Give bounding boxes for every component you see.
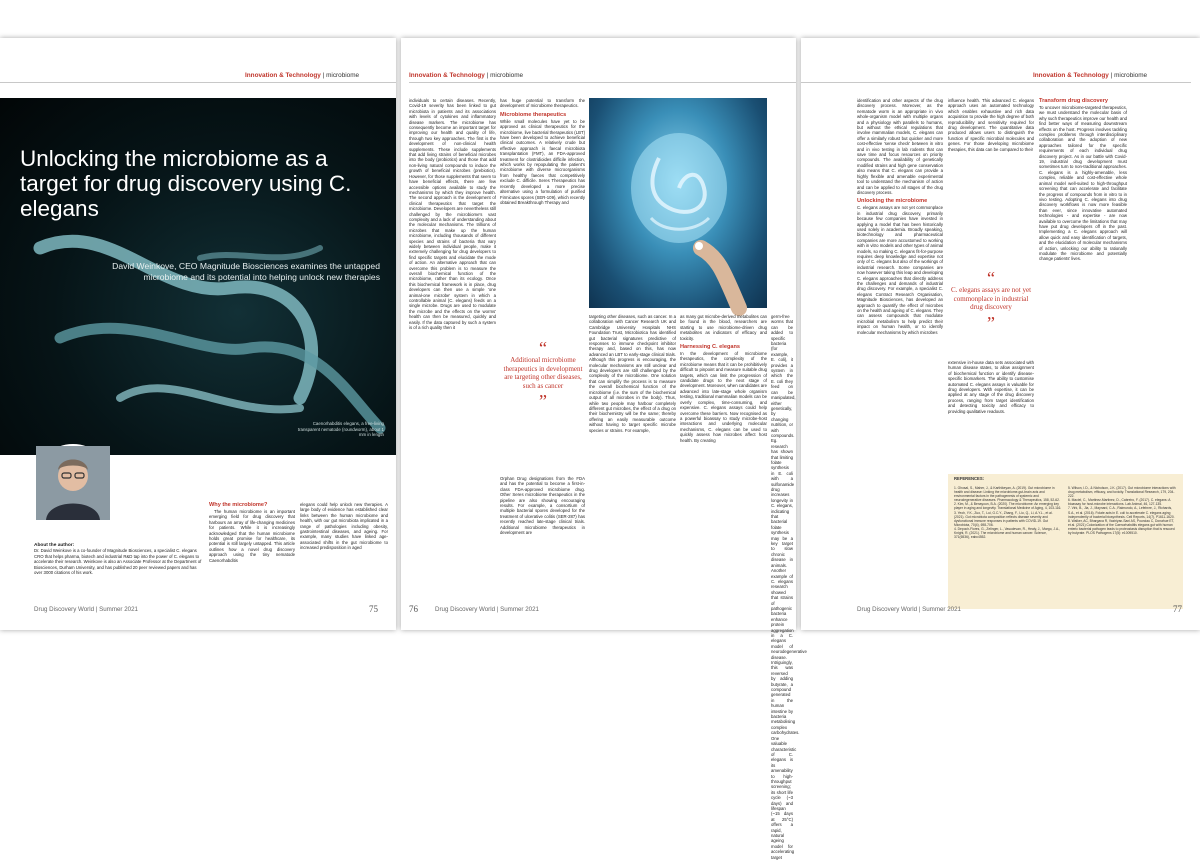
quote-close-icon: ” [539,391,547,412]
image-caption: Caenorhabditis elegans, a free-living transparent nematode (roundworm), about 1 mm in length [297,421,384,438]
section-heading-microbiome-therapeutics: Microbiome therapeutics [500,111,567,118]
section-heading-unlocking: Unlocking the microbiome [857,198,928,205]
header-rule [801,82,1191,83]
section-heading-why-microbiome: Why the microbiome? [209,502,268,508]
body-text: C. elegans assays are not yet commonplace in industrial drug discovery, primarily because few companies have invested in applying a model that has been historically used solely in academia. Broadly speaking, biotechnology and pharmaceutical companies are more accustomed to working with in vitro models and other types of animal models, so making C. elegans fit-for-purpose requires deep knowledge and expertise not only of C. elegans but also of the workings of industrial research. Some companies are now however taking this leap and developing C. elegans approaches that directly address the challenges and demands of industrial drug discovery. For example, a specialist C. elegans Contract Research Organisation, Magnitude Biosciences, has developed an approach to quantify the effect of microbes on the health and ageing of C. elegans. They can assess compounds that modulate microbial metabolism to help predict their impact on human health, or to identify molecular mechanisms by which microbes [857,205,943,335]
body-text: While small molecules have yet to be approved as clinical therapeutics for the microbiome, live bacterial therapeutics (LBT) have been developed to achieve beneficial clinical outcomes. A relatively crude but effective approach is faecal microbiota transplantation (FMT), an FDA-approved treatment for clostridioides difficile infection, which works by repopulating the patient's microbiome with diverse microorganisms from healthy faeces that competitively exclude C. difficile. Seres Therapeutics has recently developed a more precise alternative using a formulation of purified Firmicutes spores (SER-109), which recently obtained Breakthrough Therapy and [500,118,586,205]
page-header: Innovation & Technology | microbiome [1033,72,1148,79]
body-text: To uncover microbiome-targeted therapeutics, we must understand the molecular basis of why such therapeutics improve our health and find better ways of measuring downstream effects on the host. Progress involves tackling complex problems through interdisciplinary collaboration and the adoption of new approaches tailored for the specific requirements of each individual drug discovery project. As in our battle with Covid-19, industrial drug development must sometimes turn to non-traditional approaches. C. elegans is a highly-amenable, less complex, reliable and cost-effective whole animal model well-suited to high-throughput screening that can accelerate and facilitate the progress of compounds from in vitro to in vivo testing. Adopting C. elegans into drug discovery workflows is now more feasible than ever, since innovative automated technologies - and expertise - are now available to overcome the limitations that may have put drug developers off in the past. Implementing a C. elegans approach will allow quick and easy identification of targets, and the elucidation of molecular mechanisms of action, unlocking our ability to rationally modulate the microbiome and potentially change patients' lives. [1039,105,1127,262]
references-right [1068,486,1176,535]
page-number: 75 [369,604,378,614]
page-number: 77 [1173,604,1182,614]
reference-item: 6. Maciel, C., Martinez-Martinez, D., Cabreiro, F. (2017). C. elegans: A bioassay for host-microbe interactions. Lab Animal, 46, 127-135. [1068,498,1171,507]
column-c [589,314,676,598]
reference-item: 5. Wilson, I.D., & Nicholson, J.K. (2017). Gut microbiome interactions with drug metabolism, efficacy, and toxicity. Translational Research, 179, 204-222. [1068,486,1176,499]
page-number: 76 [409,604,418,614]
about-the-author [34,543,204,575]
body-text: influence health. This advanced C. elegans approach uses an automated technology which enables exhaustive and rich data acquisition to provide the high degree of both reproducibility and sensitivity required for drug development. The quantitative data produced allows users to distinguish the function of specific microbial molecules and genes. For those developing microbiome therapies, this data can be compared to their [948,98,1034,152]
body-text: Orphan Drug designations from the FDA and has the potential to become a first-in-class FDA-approved microbiome drug. Other Seres microbiome therapeutics in the pipeline are also showing encouraging results. For example, a consortium of multiple bacterial spores developed for the treatment of ulcerative colitis (SER-287) has recently reached late-stage clinical trials. Additional microbiome therapeutics in development are [500,476,585,536]
body-text: targeting other diseases, such as cancer. In a collaboration with Cancer Research UK and Cambridge University Hospitals NHS Foundation Trust, Microbiotica has identified gut bacterial signatures predictive of responses to immune checkpoint inhibitor therapy and, based on this, has now advanced an LBT to early-stage clinical trials. Although this progress is encouraging, the molecular mechanisms are still unclear and drug developers are still challenged by the complexity of the microbiome. One solution that can simplify the process is to measure the overall biochemical function of the microbiome (i.e. the sum of the biochemical output of all microbes in the body). Thus, while two people may harbour completely different gut microbes, the effect of a drug on their biochemistry will be the same; thereby offering an easily measurable outcome without having to target specific microbe species or strains. For example, [589,314,676,433]
about-heading: About the author: [34,543,75,548]
body-text: elegans could help unlock new therapies. A large body of evidence has established clear links between the human microbiome and health, with our gut microbiota implicated in a range of pathologies including obesity, gastrointestinal diseases, and ageing. For example, many studies have linked age-associated shifts in the gut microbiome to increased predisposition in aged [300,502,388,551]
column-1 [857,98,943,598]
body-text: has huge potential to transform the development of microbiome therapeutics. [500,98,585,109]
column-a [409,98,496,598]
quote-open-icon: “ [539,338,547,358]
page-75 [0,38,396,630]
author-portrait [34,444,112,522]
pull-quote-text: C. elegans assays are not yet commonplace in industrial drug discovery [950,286,1032,312]
references-box [948,474,1183,609]
reference-item: 4. Depoch-Flores, G., Zelinger, L., Vasudevan, R., Healy, J., Margo, J.A., Knight, R. (2021). The microbiome and human cancer. Science, 371(6536), eabc4552. [954,526,1060,540]
page-footer: Drug Discovery World | Summer 2021 [435,606,539,613]
page-footer: Drug Discovery World | Summer 2021 [857,606,961,613]
column-2-lower [948,360,1034,470]
column-b [500,98,585,336]
digital-gut-photo [589,98,767,308]
body-text: individuals to certain diseases. Recently, Covid-19 severity has been linked to gut microbiota in patients and its associations with levels of cytokines and inflammatory disease markers. The microbiome has consequently become an important target for improving our health and quality of life, through two key approaches. The first is the development of non-clinical health supplements. These include supplements that add living strains of beneficial microbes into the body (probiotics) and those that add non-living natural compounds to induce the growth of beneficial microbes (prebiotics). However, for those supplements that seem to have beneficial effects, there are few accessible options available to study the mechanisms by which they improve health. The second approach is the development of clinical therapeutics that target the microbiome. Developers are nevertheless still challenged by the microbiome's vast complexity and a lack of understanding about the molecular mechanisms. The trillions of microbes that make up the human microbiome, including thousands of different species and strains of bacteria that vary widely between individual people, make it extremely challenging for drug developers to find specific targets and elucidate the mode of action. An alternative approach that can overcome this problem is to measure the overall biochemical function of the microbiome, rather than its ecology. Once this biochemical framework is in place, drug developers can then use a simple 'one animal-one microbe' system in which a controllable animal (C. elegans) feeds on a single microbe. Drugs are used to modulate the microbe and the effects on the worms' health can then be measured, quickly and easily. If the data captured by such a system is of a rich quality then it [409,98,496,331]
quote-open-icon: “ [987,268,995,288]
section-heading-harnessing: Harnessing C. elegans [680,344,740,351]
pull-quote-text: Additional microbiome therapeutics in development are targeting other diseases, such as cancer [503,356,583,390]
body-text: In the development of microbiome therapeutics, the complexity of the microbiome means that it can be prohibitively difficult to pinpoint and measure suitable drug targets, which can limit the progression of candidate drugs to the next stage of development. Moreover, when candidates are advanced into late-stage whole organism testing, traditional mammalian models can be overly complex, time-consuming, and expensive. C. elegans assays could help overcome these barriers. Now recognised as a powerful bioassay to study microbe-host interactions and underlying molecular mechanisms, C. elegans can be used to quickly assess how microbes affect host health. By creating [680,351,767,443]
header-rule [409,82,796,83]
page-77 [801,38,1200,630]
reference-item: 2. Kim, M., & Benayoun, B.A. (2020). The microbiome: An emerging key player in aging and longevity. Translational Medicine of Aging, 4, 103-116. [954,502,1062,511]
body-text: identification and other aspects of the drug discovery process. Moreover, as the nematode worm is an appropriate in vivo whole-organism model with multiple organs and a physiology with parallels to humans, but without the ethical regulations that involve mammalian models, C. elegans can offer a similarly robust but quicker and more cost-effective 'sense check' between in vitro and in vivo testing in lab rodents that can save time and focus resources on priority compounds. The availability of genetically modified strains and high gene conservation also means that C. elegans can provide a highly flexible and amenable experimental tool to understand the mechanism of action and can be applied to all stages of the drug discovery process. [857,98,943,195]
article-title: Unlocking the microbiome as a target for drug discovery using C. elegans [20,146,352,221]
pull-quote [948,270,1034,331]
page-header: Innovation & Technology | microbiome [245,72,360,79]
body-text: The human microbiome is an important emerging field for drug discovery that harbours an array of life-changing medicines for patients. While it is increasingly acknowledged that the human microbiome holds great promise for healthcare, its potential is still largely untapped. This article outlines how a novel drug discovery approach using the tiny nematode Caenorhabditis [209,509,295,563]
column-2 [948,98,1034,266]
column-e [771,314,807,860]
reference-item: 7. Virk, B., Jia, J., Maynard, C.A., Raimundo, A., Lefebvre, J., Richards, S.A., et al. (2016). Folate acts in E. coli to accelerate C. elegans aging independently of bacterial biosynthesis. Cell Reports, 14(7), P1611-1620. [1068,506,1175,519]
references-left [954,486,1062,539]
section-heading-transform: Transform drug discovery [1039,98,1109,104]
about-text: Dr. David Weinkove is a co-founder of Magnitude Biosciences, a specialist C. elegans CRO that helps pharma, biotech and industrial R&D tap into the power of C. elegans to accelerate their research. Weinkove is also an Associate Professor at the Department of Biosciences, Durham University, and has published 20 peer reviewed papers and has over 3000 citations of his work. [34,548,202,576]
page-footer: Drug Discovery World | Summer 2021 [34,606,138,613]
page-76 [401,38,807,860]
page-header: Innovation & Technology | microbiome [409,72,524,79]
column-1 [209,502,295,602]
header-rule [0,82,396,83]
body-text: extensive in-house data sets associated with human disease states, to allow assignment of biochemical function or identify disease-specific biomarkers. The ability to customise automated C. elegans assays is valuable for drug developers. With expertise, it can be applied at any stage of the drug discovery process, ranging from target identification and detecting toxicity and efficacy to providing qualitative readouts. [948,360,1034,414]
body-text: as many gut microbe-derived metabolites can be found in the blood, researchers are starting to use microbiome-driven drug metabolites as indicators of efficacy and toxicity. [680,314,767,341]
body-text: germ-free worms that can be added to specific bacteria (for example, E. coli), it provides a system in which the E. coli they feed on can be manipulated, either genetically, by changing nutrition, or with compounds. Eg. research has shown that limiting folate synthesis in E. coli with a sulfonamide drug increases longevity in C. elegans, indicating that bacterial folate synthesis may be a key target to slow chronic disease in animals. Another example of C. elegans research showed that strains of pathogenic bacteria enhance protein aggregation in a C. elegans model of neurodegenerative disease. Intriguingly, this was reversed by adding butyrate, a compound generated in the human intestine by bacteria metabolising complex carbohydrates. One valuable characteristic of C. elegans is its amenability to high-throughput screening; its short life cycle (~3 days) and lifespan (~15 days at 25°C) offers a rapid, natural ageing model for accelerating target [771,314,807,860]
column-b-lower [500,476,585,600]
column-3 [1039,98,1127,468]
pull-quote [500,338,586,412]
references-heading: REFERENCES: [954,476,985,481]
reference-item: 1. Ghosal, S., Maher, J., & Karthikeyan, A. (2019). Gut microbiome in health and disease: Linking the microbiome-gut-brain axis and environmental factors in the pathogenesis of systemic and neurodegenerative diseases. Pharmacology & Therapeutics, 158, 52-62. [954,486,1060,503]
reference-item: 3. Yeoh, Y.K., Zuo, T., Lui, G.C.Y., Zhang, F., Liu, Q., Li, A.Y.L., et al. (2021). Gut microbiota composition reflects disease severity and dysfunctional immune responses in patients with COVID-19. Gut Microbiota, 70(4), 698-706. [954,510,1053,527]
hero-image [0,98,396,455]
column-d [680,314,767,598]
quote-close-icon: ” [987,312,995,333]
standfirst: David Weinkove, CEO Magnitude Biosciences examines the untapped microbiome and its potential into helping unlock new therapies [112,261,380,282]
reference-item: 8. Walker, AC, Bhargava R, Vaziriyan-Sani AS, Pourciau C, Donahue ET, et al. (2021) Colonization of the Caenorhabditis elegans gut with human enteric bacterial pathogen leads to proteostasis disruption that is rescued by butyrate. PLOS Pathogens 17(5): e1009510. [1068,518,1175,536]
column-2 [300,502,388,602]
